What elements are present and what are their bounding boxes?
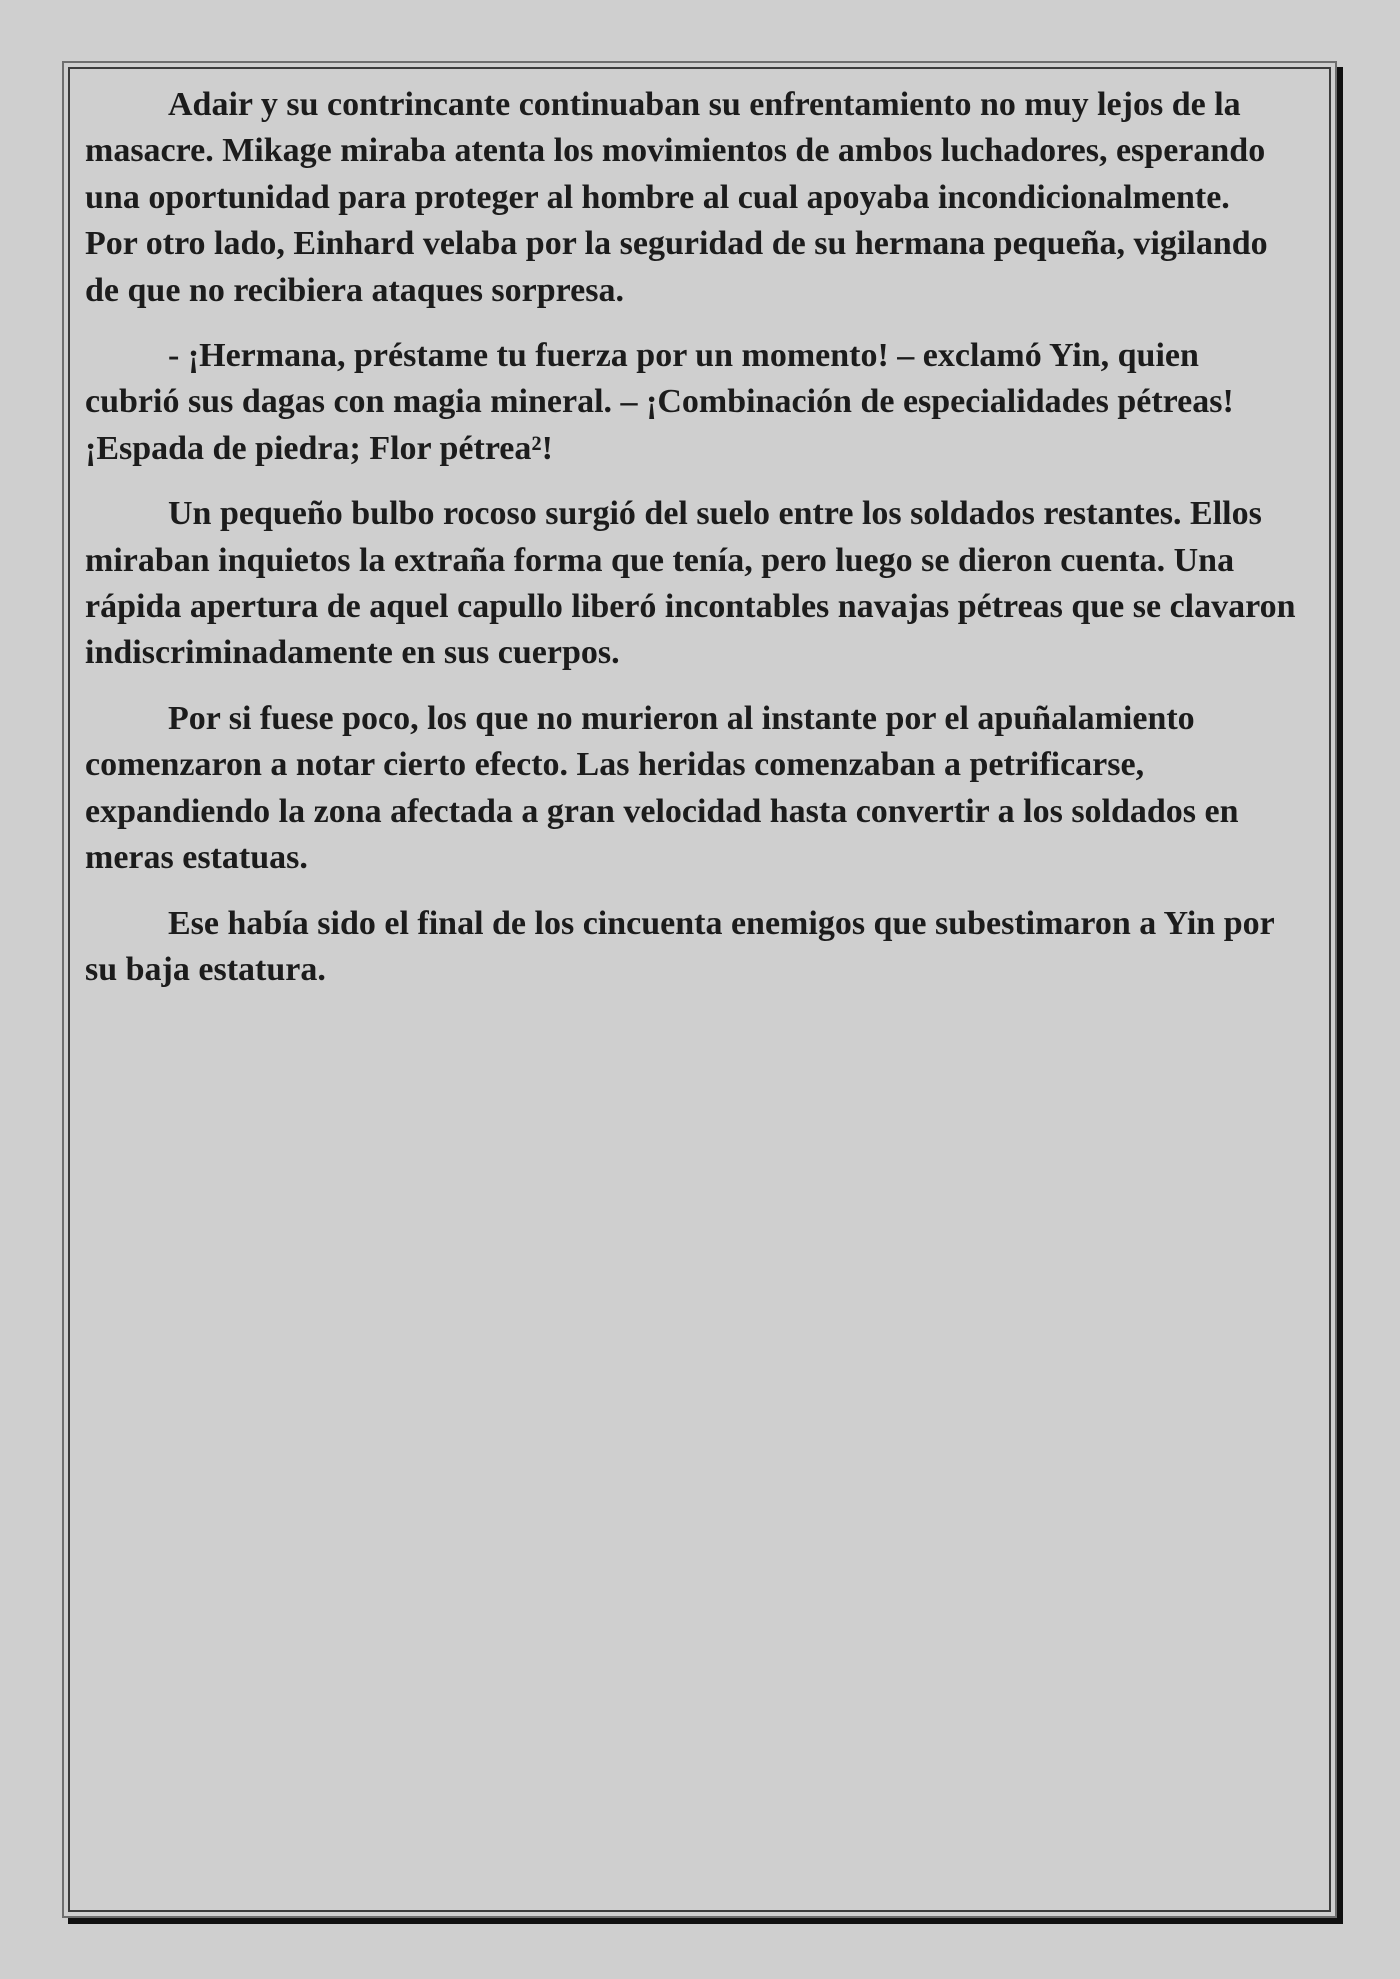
paragraph bbox=[85, 901, 1325, 994]
text-line: comenzaron a notar cierto efecto. Las heridas comenzaban a petrificarse, bbox=[85, 746, 1145, 784]
text-line: ¡Espada de piedra; Flor pétrea²! bbox=[85, 429, 553, 467]
paragraph bbox=[85, 696, 1325, 882]
text-line: expandiendo la zona afectada a gran velocidad hasta convertir a los soldados en bbox=[85, 792, 1239, 830]
paragraph bbox=[85, 333, 1325, 472]
text-line: indiscriminadamente en sus cuerpos. bbox=[85, 634, 620, 672]
text-line: Adair y su contrincante continuaban su enfrentamiento no muy lejos de la bbox=[168, 86, 1241, 123]
text-line: Ese había sido el final de los cincuenta enemigos que subestimaron a Yin por bbox=[168, 904, 1275, 942]
text-line: - ¡Hermana, préstame tu fuerza por un momento! – exclamó Yin, quien bbox=[168, 337, 1199, 375]
text-line: su baja estatura. bbox=[85, 950, 326, 988]
text-line: Por otro lado, Einhard velaba por la seguridad de su hermana pequeña, vigilando bbox=[85, 225, 1268, 263]
paragraph bbox=[85, 82, 1325, 314]
text-line: meras estatuas. bbox=[85, 839, 308, 877]
text-line: una oportunidad para proteger al hombre al cual apoyaba incondicionalmente. bbox=[85, 178, 1230, 216]
text-line: cubrió sus dagas con magia mineral. – ¡Combinación de especialidades pétreas! bbox=[85, 383, 1234, 421]
text-line: de que no recibiera ataques sorpresa. bbox=[85, 271, 624, 309]
page-frame bbox=[62, 61, 1337, 1918]
text-line: Por si fuese poco, los que no murieron al instante por el apuñalamiento bbox=[168, 699, 1195, 737]
paragraph bbox=[85, 491, 1325, 677]
text-line: rápida apertura de aquel capullo liberó incontables navajas pétreas que se clavaron bbox=[85, 588, 1296, 626]
text-line: masacre. Mikage miraba atenta los movimientos de ambos luchadores, esperando bbox=[85, 132, 1266, 170]
text-line: Un pequeño bulbo rocoso surgió del suelo entre los soldados restantes. Ellos bbox=[168, 495, 1262, 533]
document-text bbox=[85, 82, 1325, 1012]
text-line: miraban inquietos la extraña forma que tenía, pero luego se dieron cuenta. Una bbox=[85, 541, 1235, 579]
